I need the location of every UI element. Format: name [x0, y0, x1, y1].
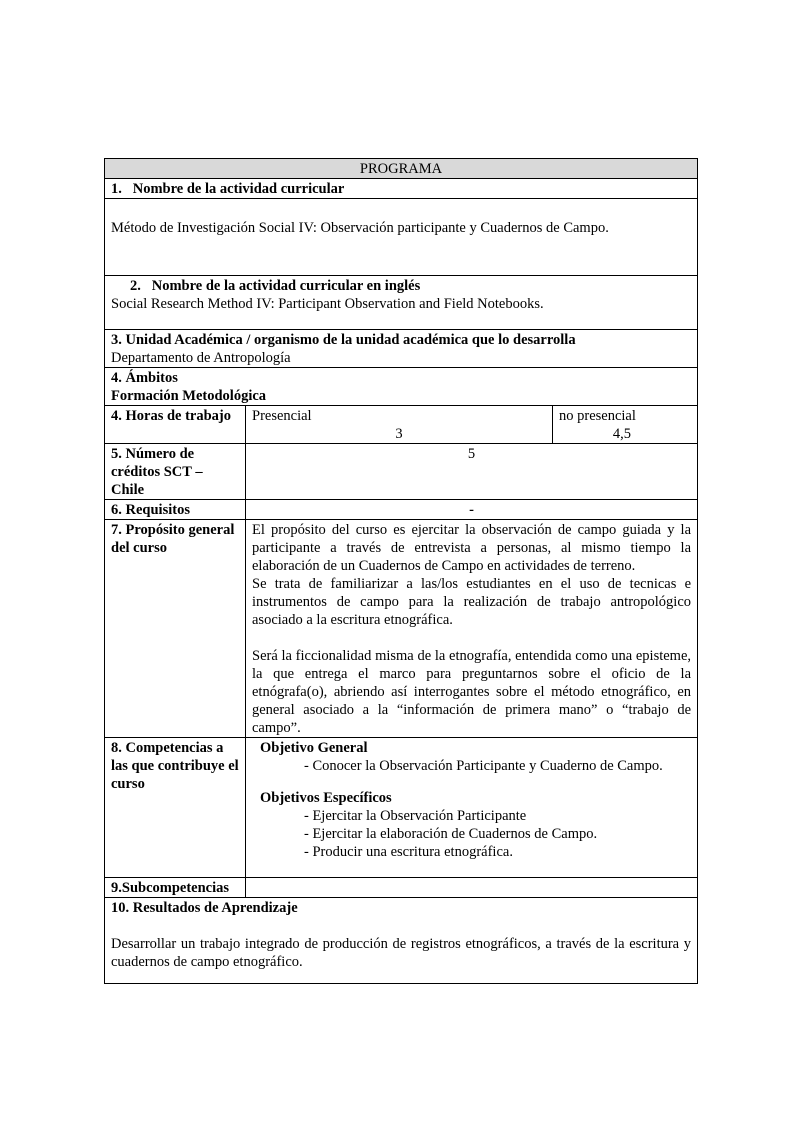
section-8-row	[105, 738, 698, 878]
section-3-value: Departamento de Antropología	[111, 350, 291, 366]
general-objective-heading: Objetivo General	[260, 740, 368, 756]
section-7-cell	[246, 520, 698, 738]
no-presencial-value: 4,5	[612, 426, 632, 442]
title-row	[105, 159, 698, 179]
paragraph-spacer	[252, 629, 691, 647]
section-7-label: 7. Propósito general del curso	[105, 520, 246, 738]
section-10-cell	[105, 898, 698, 984]
section-7-paragraph-2: Se trata de familiarizar a las/los estudiantes en el uso de tecnicas e instrumentos de campo para la realización de trabajo antropológico asociado a la escritura etnográfica.	[252, 576, 692, 628]
section-6-row	[105, 500, 698, 520]
section-2-heading: 2. Nombre de la actividad curricular en inglés	[130, 278, 421, 294]
general-objective-item: - Conocer la Observación Participante y Cuaderno de Campo.	[304, 758, 663, 774]
section-10-row	[105, 898, 698, 984]
section-3-row	[105, 330, 698, 368]
section-8-cell	[246, 738, 698, 878]
specific-objective-item: - Producir una escritura etnográfica.	[304, 844, 513, 860]
section-4b-label: 4. Horas de trabajo	[105, 406, 246, 444]
section-9-value	[246, 878, 698, 898]
no-presencial-label: no presencial	[559, 408, 636, 424]
section-1-heading-row	[105, 179, 698, 199]
presencial-label: Presencial	[252, 408, 312, 424]
program-table	[104, 158, 698, 984]
section-9-row	[105, 878, 698, 898]
no-presencial-cell	[553, 406, 698, 444]
section-4a-heading: 4. Ámbitos	[111, 370, 178, 386]
presencial-cell	[246, 406, 553, 444]
section-10-value: Desarrollar un trabajo integrado de producción de registros etnográficos, a través de la escritura y cuadernos de campo etnográfico.	[111, 936, 692, 970]
section-9-label: 9.Subcompetencias	[105, 878, 246, 898]
section-8-label: 8. Competencias a las que contribuye el curso	[105, 738, 246, 878]
section-10-spacer	[111, 917, 691, 935]
section-1-value: Método de Investigación Social IV: Observación participante y Cuadernos de Campo.	[105, 199, 698, 276]
section-3-heading: 3. Unidad Académica / organismo de la unidad académica que lo desarrolla	[111, 332, 576, 348]
specific-objective-item: - Ejercitar la Observación Participante	[304, 808, 527, 824]
section-5-value: 5	[246, 444, 698, 500]
section-4a-value: Formación Metodológica	[111, 388, 267, 404]
section-7-paragraph-1: El propósito del curso es ejercitar la observación de campo guiada y la participante a través de entrevista a personas, al mismo tiempo la elaboración de un Cuadernos de Campo en actividades de terreno.	[252, 522, 692, 574]
section-4b-row	[105, 406, 698, 444]
section-2-cell	[105, 276, 698, 330]
section-2-value: Social Research Method IV: Participant Observation and Field Notebooks.	[111, 296, 544, 312]
section-4a-cell	[105, 368, 698, 406]
section-5-row	[105, 444, 698, 500]
section-10-heading: 10. Resultados de Aprendizaje	[111, 900, 298, 916]
section-7-row	[105, 520, 698, 738]
section-6-value: -	[246, 500, 698, 520]
presencial-value: 3	[395, 426, 403, 442]
objectives-spacer	[252, 775, 691, 789]
section-6-label: 6. Requisitos	[105, 500, 246, 520]
page-title: PROGRAMA	[105, 159, 698, 179]
section-5-label: 5. Número de créditos SCT – Chile	[105, 444, 246, 500]
section-7-paragraph-3: Será la ficcionalidad misma de la etnografía, entendida como una episteme, la que entrega el marco para preguntarnos sobre el oficio de la etnógrafa(o), abriendo así interrogantes sobre el método etnográfico, en general asociado a la “información de primera mano” o “trabajo de campo”.	[252, 648, 692, 736]
section-1-value-row	[105, 199, 698, 276]
specific-objective-item: - Ejercitar la elaboración de Cuadernos de Campo.	[304, 826, 598, 842]
section-4a-row	[105, 368, 698, 406]
specific-objectives-heading: Objetivos Específicos	[260, 790, 392, 806]
section-2-row	[105, 276, 698, 330]
section-1-heading: 1. Nombre de la actividad curricular	[105, 179, 698, 199]
section-3-cell	[105, 330, 698, 368]
